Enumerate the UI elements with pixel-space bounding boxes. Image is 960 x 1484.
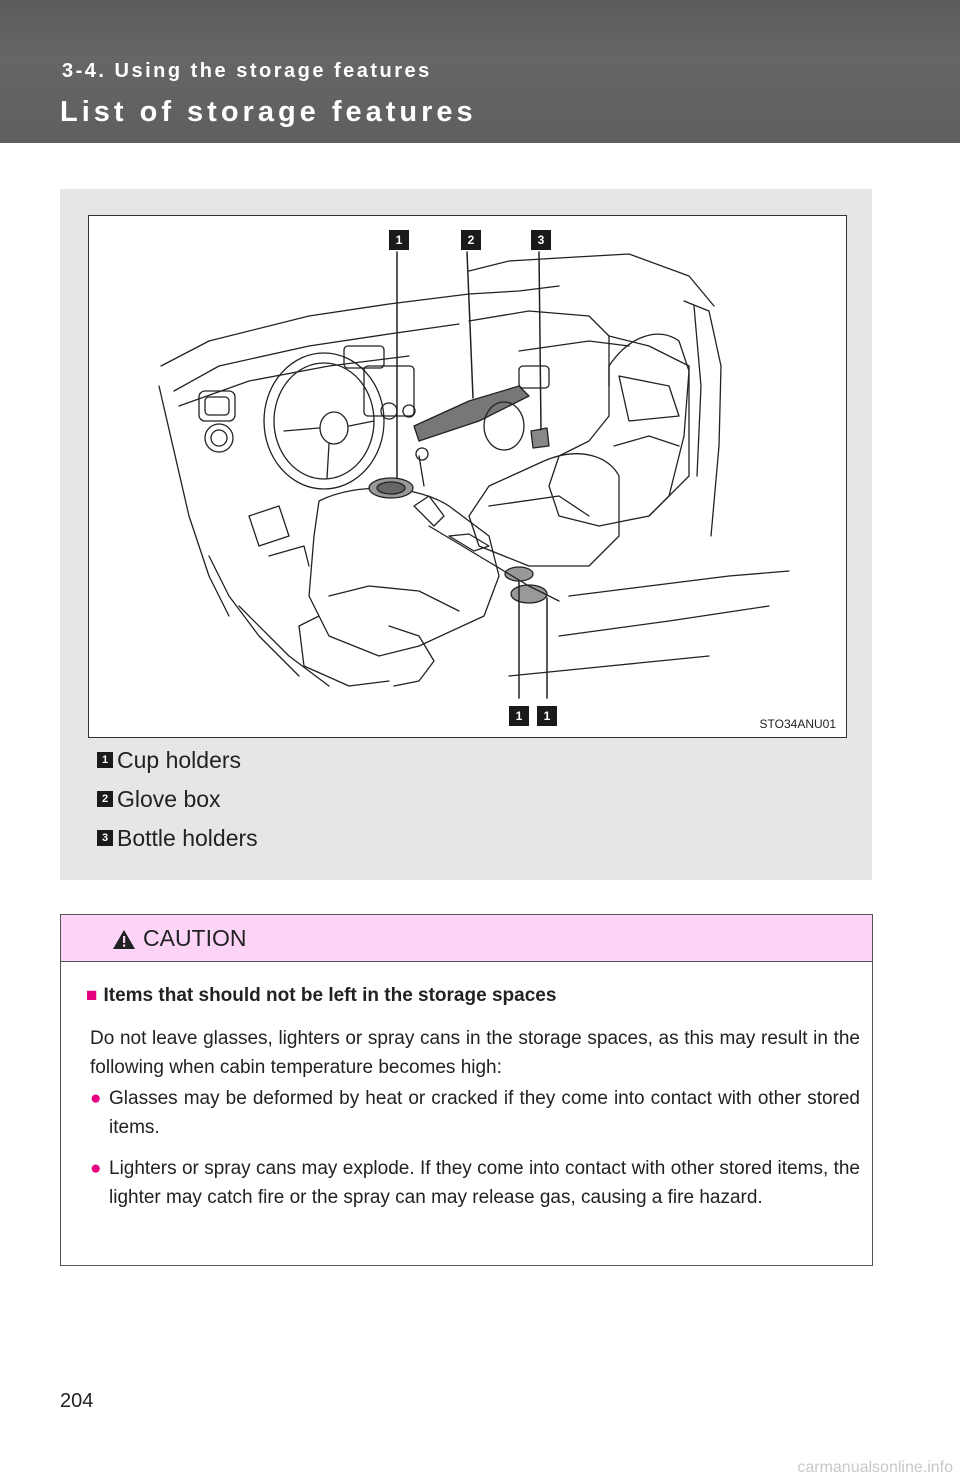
- legend-label: Bottle holders: [117, 825, 258, 851]
- callout-glove-box: 2: [461, 230, 481, 250]
- caution-bullet: [90, 1084, 860, 1142]
- page-number: 204: [60, 1390, 94, 1412]
- caution-header: [61, 915, 872, 962]
- circle-bullet-icon: ●: [90, 1088, 102, 1109]
- caution-bullet: [90, 1154, 860, 1212]
- callout-cup-holder-bottom-left: 1: [509, 706, 529, 726]
- page-header: [0, 0, 960, 143]
- legend-label: Cup holders: [117, 747, 242, 773]
- page-title: List of storage features: [60, 96, 477, 128]
- caution-subheading-text: Items that should not be left in the storage spaces: [103, 985, 557, 1006]
- legend-number: 1: [97, 752, 113, 768]
- circle-bullet-icon: ●: [90, 1158, 102, 1179]
- caution-bullet-text: Lighters or spray cans may explode. If they come into contact with other stored items, the lighter may catch fire or the spray can may release gas, causing a fire hazard.: [109, 1158, 860, 1208]
- figure-code: STO34ANU01: [759, 717, 836, 731]
- caution-title: CAUTION: [143, 925, 247, 951]
- footer-watermark-url: carmanualsonline.info: [797, 1459, 953, 1476]
- caution-bullet-text: Glasses may be deformed by heat or cracked if they come into contact with other stored items.: [109, 1088, 860, 1138]
- section-label: 3-4. Using the storage features: [62, 60, 432, 82]
- figure-frame: [88, 215, 847, 738]
- caution-subheading: [86, 985, 556, 1007]
- legend-number: 2: [97, 791, 113, 807]
- caution-body: Do not leave glasses, lighters or spray cans in the storage spaces, as this may result in the following when cabin temperature becomes high:: [90, 1028, 860, 1078]
- legend-number: 3: [97, 830, 113, 846]
- car-interior-illustration: [89, 216, 846, 737]
- warning-triangle-icon: [112, 929, 136, 950]
- square-bullet-icon: ■: [86, 985, 98, 1006]
- legend-label: Glove box: [117, 786, 221, 812]
- callout-bottle-holder: 3: [531, 230, 551, 250]
- callout-cup-holder-bottom-right: 1: [537, 706, 557, 726]
- callout-cup-holder-top: 1: [389, 230, 409, 250]
- caution-box: [60, 914, 873, 1266]
